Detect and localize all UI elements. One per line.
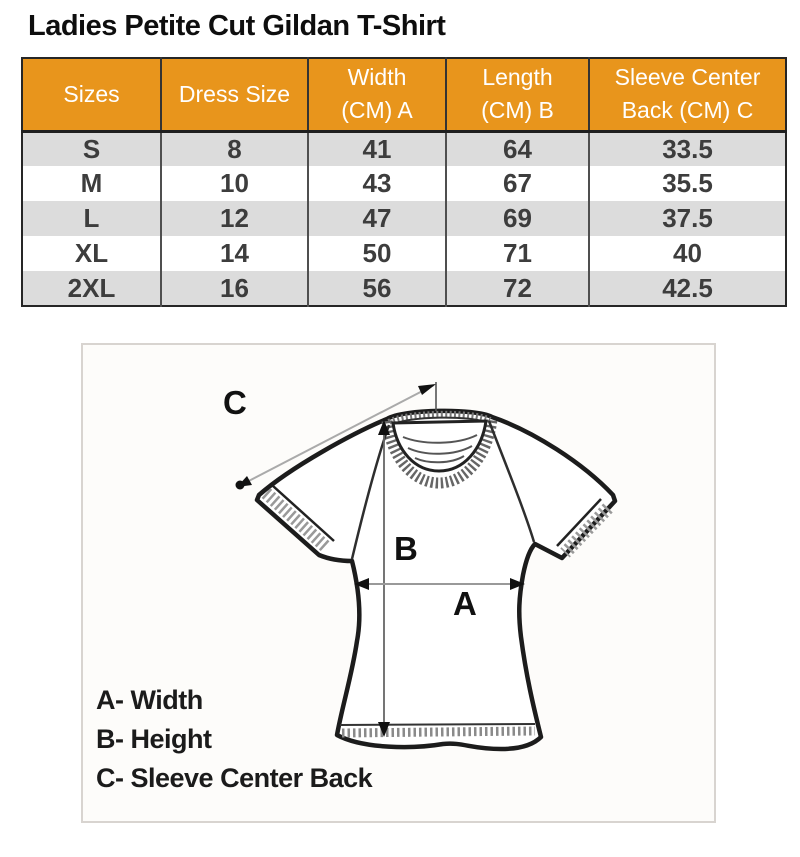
cell-sleeve: 37.5: [589, 201, 786, 236]
header-dress-size: [161, 58, 308, 131]
measurement-legend: [96, 681, 372, 798]
cell-width: 56: [308, 271, 446, 306]
cell-width: 41: [308, 131, 446, 166]
label-c: C: [223, 384, 247, 421]
header-line: Back (CM) C: [621, 97, 754, 124]
cell-size: XL: [22, 236, 161, 271]
cell-sleeve: 40: [589, 236, 786, 271]
cell-size: L: [22, 201, 161, 236]
cell-dress-size: 10: [161, 166, 308, 201]
header-length: [446, 58, 589, 131]
header-line: Dress Size: [178, 80, 291, 107]
cell-dress-size: 8: [161, 131, 308, 166]
cell-width: 50: [308, 236, 446, 271]
measurement-diagram-panel: [81, 343, 716, 823]
cell-sleeve: 33.5: [589, 131, 786, 166]
header-line: Length: [482, 63, 553, 90]
cell-sleeve: 42.5: [589, 271, 786, 306]
table-row: [22, 131, 786, 166]
cell-size: M: [22, 166, 161, 201]
table-row: [22, 271, 786, 306]
cell-size: 2XL: [22, 271, 161, 306]
cell-size: S: [22, 131, 161, 166]
header-width: [308, 58, 446, 131]
size-chart-header: [22, 58, 786, 131]
cell-length: 71: [446, 236, 589, 271]
cell-length: 72: [446, 271, 589, 306]
table-row: [22, 236, 786, 271]
label-b: B: [394, 530, 418, 567]
header-line: Sizes: [63, 80, 120, 107]
cell-width: 47: [308, 201, 446, 236]
header-line: Width: [347, 63, 407, 90]
cell-length: 67: [446, 166, 589, 201]
cell-dress-size: 12: [161, 201, 308, 236]
label-a: A: [453, 585, 477, 622]
arrowhead-c-top: [418, 384, 436, 395]
arrowhead-c-dot: [236, 481, 245, 490]
cell-length: 69: [446, 201, 589, 236]
cell-length: 64: [446, 131, 589, 166]
header-line: (CM) B: [481, 97, 554, 124]
legend-line-height: B- Height: [96, 724, 212, 754]
cell-sleeve: 35.5: [589, 166, 786, 201]
cell-dress-size: 14: [161, 236, 308, 271]
table-row: [22, 166, 786, 201]
header-line: (CM) A: [341, 97, 413, 124]
legend-line-width: A- Width: [96, 685, 203, 715]
cell-dress-size: 16: [161, 271, 308, 306]
cell-width: 43: [308, 166, 446, 201]
legend-line-sleeve: C- Sleeve Center Back: [96, 763, 373, 793]
header-sizes: [22, 58, 161, 131]
size-chart-table: [21, 57, 787, 307]
header-sleeve-center-back: [589, 58, 786, 131]
table-row: [22, 201, 786, 236]
page-title: Ladies Petite Cut Gildan T-Shirt: [28, 10, 446, 42]
header-line: Sleeve Center: [614, 63, 761, 90]
